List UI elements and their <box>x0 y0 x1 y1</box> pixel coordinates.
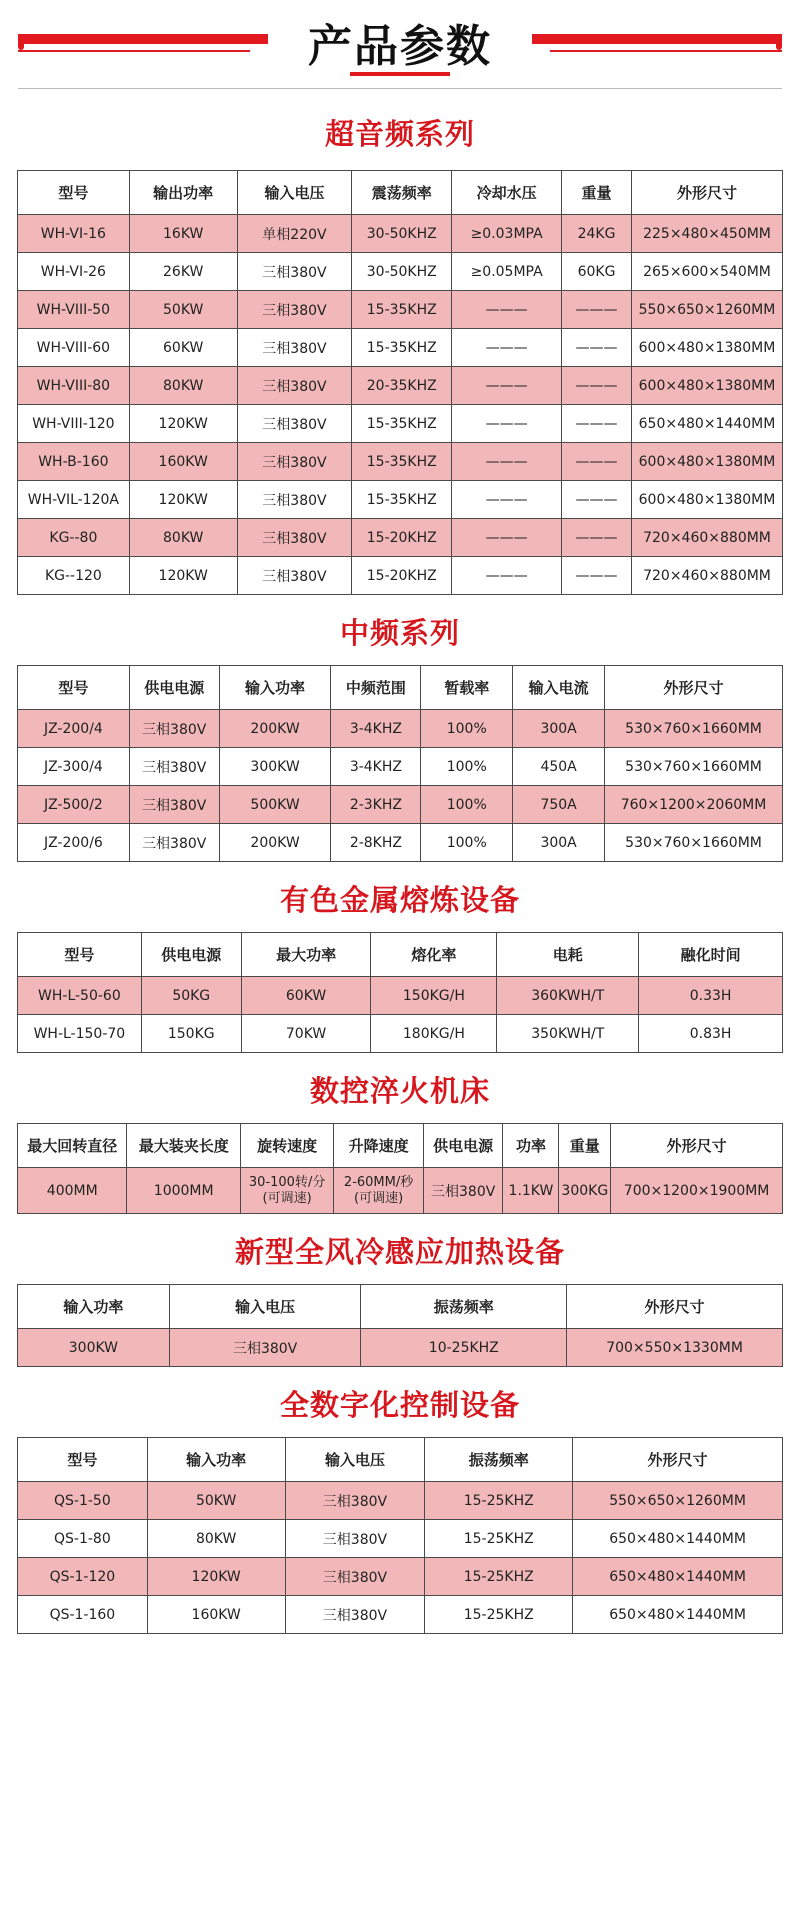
table-header-row <box>18 1438 783 1482</box>
cell: 15-35KHZ <box>352 481 452 519</box>
header-cell: 外形尺寸 <box>631 171 782 215</box>
header-cell: 输入电压 <box>169 1285 361 1329</box>
cell: 160KW <box>129 443 237 481</box>
header-cell: 中频范围 <box>331 666 421 710</box>
table-row <box>18 710 783 748</box>
cell: ≥0.03MPA <box>452 215 562 253</box>
header-cell: 型号 <box>18 171 130 215</box>
cell: 三相380V <box>237 253 352 291</box>
cell: WH-VIII-60 <box>18 329 130 367</box>
cell: WH-L-50-60 <box>18 977 142 1015</box>
cell: 1000MM <box>127 1168 241 1214</box>
cell: 三相380V <box>237 481 352 519</box>
cell: 60KW <box>241 977 371 1015</box>
smelting-table <box>17 932 783 1053</box>
cell: 60KW <box>129 329 237 367</box>
header-cell: 电耗 <box>497 933 639 977</box>
header-cell: 型号 <box>18 666 130 710</box>
cell: 50KW <box>147 1482 285 1520</box>
header-cell: 重量 <box>562 171 632 215</box>
cell: 50KG <box>141 977 241 1015</box>
cell: 三相380V <box>129 748 219 786</box>
cell: 180KG/H <box>371 1015 497 1053</box>
cell: 10-25KHZ <box>361 1329 567 1367</box>
header-cell: 输入电压 <box>237 171 352 215</box>
header-cell: 最大装夹长度 <box>127 1124 241 1168</box>
cell: 300KG <box>559 1168 611 1214</box>
cell: 265×600×540MM <box>631 253 782 291</box>
header-cell: 冷却水压 <box>452 171 562 215</box>
cell: 三相380V <box>285 1558 425 1596</box>
cell-line: 2-60MM/秒 <box>343 1174 414 1190</box>
cell: 1.1KW <box>503 1168 559 1214</box>
cell: ——— <box>452 481 562 519</box>
section-title: 数控淬火机床 <box>309 1074 490 1108</box>
table-row <box>18 443 783 481</box>
cell <box>334 1168 424 1214</box>
cell: 650×480×1440MM <box>573 1596 783 1634</box>
cell: 80KW <box>129 367 237 405</box>
cell: 200KW <box>219 824 331 862</box>
table-row <box>18 519 783 557</box>
cell: 三相380V <box>285 1520 425 1558</box>
cell: 15-25KHZ <box>425 1558 573 1596</box>
table-row <box>18 215 783 253</box>
cell: 15-20KHZ <box>352 557 452 595</box>
cell: JZ-300/4 <box>18 748 130 786</box>
cell: 三相380V <box>423 1168 503 1214</box>
table-row <box>18 1168 783 1214</box>
header-cell: 功率 <box>503 1124 559 1168</box>
cell: 100% <box>421 748 513 786</box>
section-cnc-heading <box>0 1053 800 1113</box>
cell: 120KW <box>129 481 237 519</box>
table-row <box>18 824 783 862</box>
cell: 600×480×1380MM <box>631 443 782 481</box>
cell: 100% <box>421 710 513 748</box>
header-cell: 输入功率 <box>219 666 331 710</box>
cell: ——— <box>452 557 562 595</box>
header-cell: 型号 <box>18 1438 148 1482</box>
header-cell: 外形尺寸 <box>611 1124 783 1168</box>
cell: 360KWH/T <box>497 977 639 1015</box>
table-row <box>18 405 783 443</box>
cell: 三相380V <box>237 367 352 405</box>
cell: 60KG <box>562 253 632 291</box>
cell: 150KG/H <box>371 977 497 1015</box>
cnc-table <box>17 1123 783 1214</box>
cell: 三相380V <box>237 443 352 481</box>
section-title: 超音频系列 <box>324 117 475 151</box>
section-title: 中频系列 <box>339 616 460 650</box>
cell: ——— <box>562 291 632 329</box>
header-cell: 振荡频率 <box>425 1438 573 1482</box>
cell: 0.83H <box>639 1015 783 1053</box>
header-cell: 供电电源 <box>129 666 219 710</box>
section-title: 有色金属熔炼设备 <box>279 883 520 917</box>
header-cell: 输入功率 <box>147 1438 285 1482</box>
cell: 300A <box>513 824 605 862</box>
cell: 200KW <box>219 710 331 748</box>
cell: 100% <box>421 786 513 824</box>
cell: JZ-200/4 <box>18 710 130 748</box>
cell: 20-35KHZ <box>352 367 452 405</box>
section-digital-heading <box>0 1367 800 1427</box>
cell: WH-VI-26 <box>18 253 130 291</box>
cell: QS-1-80 <box>18 1520 148 1558</box>
section-midfreq-heading <box>0 595 800 655</box>
cell: 650×480×1440MM <box>631 405 782 443</box>
header-cell: 最大功率 <box>241 933 371 977</box>
cell: 530×760×1660MM <box>605 710 783 748</box>
cell: 160KW <box>147 1596 285 1634</box>
cell: 15-20KHZ <box>352 519 452 557</box>
table-row <box>18 1596 783 1634</box>
cell: 15-25KHZ <box>425 1482 573 1520</box>
cell <box>240 1168 333 1214</box>
cell: 720×460×880MM <box>631 557 782 595</box>
cell: 600×480×1380MM <box>631 367 782 405</box>
cell: WH-B-160 <box>18 443 130 481</box>
cell: WH-VIL-120A <box>18 481 130 519</box>
header-cell: 外形尺寸 <box>567 1285 783 1329</box>
ultrasonic-table <box>17 170 783 595</box>
cell: 50KW <box>129 291 237 329</box>
cell-line: (可调速) <box>354 1190 404 1206</box>
cell: ——— <box>562 519 632 557</box>
cell: 500KW <box>219 786 331 824</box>
section-ultrasonic-heading <box>0 90 800 156</box>
cell: ——— <box>452 405 562 443</box>
cell: 3-4KHZ <box>331 748 421 786</box>
cell: WH-L-150-70 <box>18 1015 142 1053</box>
table-header-row <box>18 1285 783 1329</box>
header-divider <box>18 88 782 89</box>
header-cell: 输出功率 <box>129 171 237 215</box>
header-banner <box>0 0 800 90</box>
cell: 30-50KHZ <box>352 215 452 253</box>
cell: 三相380V <box>169 1329 361 1367</box>
header-cell: 旋转速度 <box>240 1124 333 1168</box>
cell: 120KW <box>129 405 237 443</box>
cell: ——— <box>562 329 632 367</box>
cell: KG--80 <box>18 519 130 557</box>
cell: 26KW <box>129 253 237 291</box>
cell-line: (可调速) <box>262 1190 312 1206</box>
header-cell: 融化时间 <box>639 933 783 977</box>
header-cell: 型号 <box>18 933 142 977</box>
header-cell: 输入电流 <box>513 666 605 710</box>
cell: 三相380V <box>237 329 352 367</box>
cell: 15-25KHZ <box>425 1596 573 1634</box>
cell: 550×650×1260MM <box>631 291 782 329</box>
cell: QS-1-160 <box>18 1596 148 1634</box>
header-cell: 升降速度 <box>334 1124 424 1168</box>
cell: WH-VIII-80 <box>18 367 130 405</box>
cell: 30-50KHZ <box>352 253 452 291</box>
table-row <box>18 748 783 786</box>
cell: WH-VI-16 <box>18 215 130 253</box>
section-title: 全数字化控制设备 <box>279 1388 520 1422</box>
cell: 24KG <box>562 215 632 253</box>
table-row <box>18 977 783 1015</box>
cell: 三相380V <box>237 291 352 329</box>
cell: 16KW <box>129 215 237 253</box>
page-title: 产品参数 <box>308 21 492 72</box>
section-title: 新型全风冷感应加热设备 <box>234 1235 565 1269</box>
cell: ——— <box>452 443 562 481</box>
header-cell: 输入电压 <box>285 1438 425 1482</box>
cell: 530×760×1660MM <box>605 748 783 786</box>
cell: 400MM <box>18 1168 127 1214</box>
header-cell: 振荡频率 <box>361 1285 567 1329</box>
header-cell: 熔化率 <box>371 933 497 977</box>
table-row <box>18 786 783 824</box>
cell: 三相380V <box>129 710 219 748</box>
table-row <box>18 291 783 329</box>
header-cell: 输入功率 <box>18 1285 170 1329</box>
cell: JZ-200/6 <box>18 824 130 862</box>
table-header-row <box>18 933 783 977</box>
section-smelting-heading <box>0 862 800 922</box>
cell: 2-8KHZ <box>331 824 421 862</box>
cell: ——— <box>452 367 562 405</box>
cell: 三相380V <box>237 405 352 443</box>
header-cell: 最大回转直径 <box>18 1124 127 1168</box>
header-cell: 暂载率 <box>421 666 513 710</box>
digital-table <box>17 1437 783 1634</box>
cell: 三相380V <box>129 786 219 824</box>
cell: 三相380V <box>285 1482 425 1520</box>
cell: ——— <box>562 367 632 405</box>
cell: 700×1200×1900MM <box>611 1168 783 1214</box>
cell: QS-1-120 <box>18 1558 148 1596</box>
cell: 100% <box>421 824 513 862</box>
cell: 三相380V <box>237 557 352 595</box>
cell: 15-25KHZ <box>425 1520 573 1558</box>
cell: 150KG <box>141 1015 241 1053</box>
cell-line: 30-100转/分 <box>248 1174 326 1190</box>
cell: JZ-500/2 <box>18 786 130 824</box>
cell: 2-3KHZ <box>331 786 421 824</box>
table-row <box>18 557 783 595</box>
section-aircool-heading <box>0 1214 800 1274</box>
cell: 350KWH/T <box>497 1015 639 1053</box>
cell: 530×760×1660MM <box>605 824 783 862</box>
cell: 300KW <box>219 748 331 786</box>
cell: 70KW <box>241 1015 371 1053</box>
cell: 750A <box>513 786 605 824</box>
cell: 720×460×880MM <box>631 519 782 557</box>
cell: 450A <box>513 748 605 786</box>
table-row <box>18 367 783 405</box>
cell: 120KW <box>129 557 237 595</box>
cell: 760×1200×2060MM <box>605 786 783 824</box>
cell: 单相220V <box>237 215 352 253</box>
cell: 300A <box>513 710 605 748</box>
title-underline <box>350 72 450 76</box>
cell: ——— <box>562 405 632 443</box>
cell: 三相380V <box>129 824 219 862</box>
table-header-row <box>18 666 783 710</box>
table-row <box>18 1520 783 1558</box>
table-header-row <box>18 1124 783 1168</box>
cell: 120KW <box>147 1558 285 1596</box>
cell: ——— <box>452 519 562 557</box>
cell: KG--120 <box>18 557 130 595</box>
header-cell: 外形尺寸 <box>573 1438 783 1482</box>
cell: 三相380V <box>237 519 352 557</box>
cell: 15-35KHZ <box>352 443 452 481</box>
cell: 650×480×1440MM <box>573 1558 783 1596</box>
cell: ——— <box>562 557 632 595</box>
cell: ≥0.05MPA <box>452 253 562 291</box>
table-header-row <box>18 171 783 215</box>
cell: 15-35KHZ <box>352 405 452 443</box>
cell: QS-1-50 <box>18 1482 148 1520</box>
header-cell: 重量 <box>559 1124 611 1168</box>
cell: 3-4KHZ <box>331 710 421 748</box>
cell: 80KW <box>147 1520 285 1558</box>
cell: 550×650×1260MM <box>573 1482 783 1520</box>
table-row <box>18 1558 783 1596</box>
aircool-table <box>17 1284 783 1367</box>
cell: ——— <box>562 481 632 519</box>
table-row <box>18 481 783 519</box>
table-row <box>18 1015 783 1053</box>
cell: 三相380V <box>285 1596 425 1634</box>
header-cell: 供电电源 <box>423 1124 503 1168</box>
cell: 15-35KHZ <box>352 329 452 367</box>
table-row <box>18 253 783 291</box>
table-row <box>18 1482 783 1520</box>
header-cell: 外形尺寸 <box>605 666 783 710</box>
cell: ——— <box>452 329 562 367</box>
cell: 225×480×450MM <box>631 215 782 253</box>
header-cell: 震荡频率 <box>352 171 452 215</box>
table-row <box>18 1329 783 1367</box>
cell: ——— <box>452 291 562 329</box>
cell: WH-VIII-50 <box>18 291 130 329</box>
cell: 0.33H <box>639 977 783 1015</box>
table-row <box>18 329 783 367</box>
header-cell: 供电电源 <box>141 933 241 977</box>
cell: ——— <box>562 443 632 481</box>
cell: 15-35KHZ <box>352 291 452 329</box>
midfreq-table <box>17 665 783 862</box>
cell: 80KW <box>129 519 237 557</box>
cell: 650×480×1440MM <box>573 1520 783 1558</box>
cell: 300KW <box>18 1329 170 1367</box>
cell: 600×480×1380MM <box>631 329 782 367</box>
cell: 600×480×1380MM <box>631 481 782 519</box>
cell: WH-VIII-120 <box>18 405 130 443</box>
cell: 700×550×1330MM <box>567 1329 783 1367</box>
